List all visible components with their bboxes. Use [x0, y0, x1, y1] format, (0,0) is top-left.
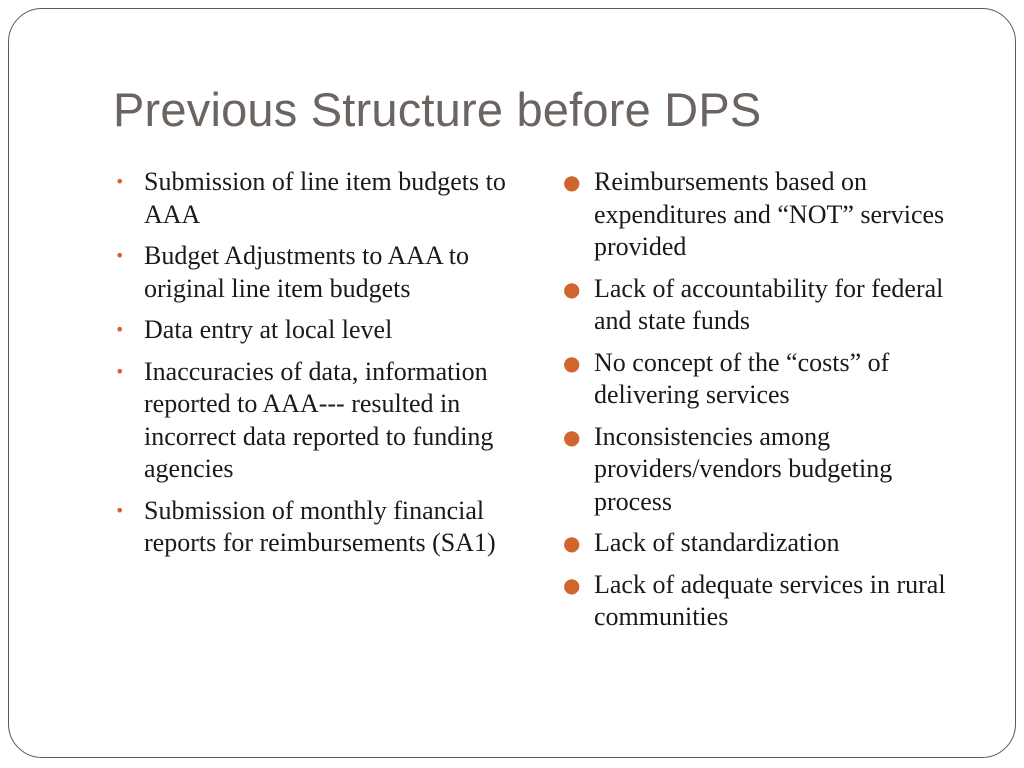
- list-item: [113, 314, 508, 347]
- list-item-text: Budget Adjustments to AAA to original line item budgets: [144, 241, 470, 303]
- bullet-icon: ●: [563, 572, 581, 597]
- list-item: [563, 569, 973, 634]
- bullet-icon: ●: [563, 424, 581, 449]
- bullet-icon: ●: [563, 531, 581, 555]
- list-item-text: Submission of monthly financial reports for reimbursements (SA1): [144, 495, 496, 557]
- list-item-text: Lack of adequate services in rural communities: [594, 569, 946, 631]
- slide-title: Previous Structure before DPS: [113, 83, 762, 136]
- left-bullet-list: [113, 166, 508, 569]
- list-item-text: No concept of the “costs” of delivering services: [594, 347, 890, 409]
- list-item: [563, 166, 973, 264]
- list-item: [563, 421, 973, 519]
- list-item-text: Inaccuracies of data, information reported to AAA--- resulted in incorrect data reported to funding agencies: [144, 356, 494, 483]
- list-item: [563, 273, 973, 338]
- bullet-icon: ●: [563, 350, 581, 375]
- bullet-icon: ●: [563, 170, 581, 194]
- list-item-text: Lack of standardization: [594, 528, 840, 557]
- list-item: [113, 240, 508, 305]
- list-item-text: Data entry at local level: [144, 315, 393, 344]
- bullet-icon: •: [115, 361, 125, 381]
- list-item: [113, 495, 508, 560]
- list-item-text: Lack of accountability for federal and state funds: [594, 273, 944, 335]
- bullet-icon: ●: [563, 276, 581, 301]
- list-item: [563, 527, 973, 560]
- bullet-icon: •: [115, 320, 125, 339]
- list-item-text: Submission of line item budgets to AAA: [144, 167, 506, 229]
- list-item-text: Inconsistencies among providers/vendors budgeting process: [594, 421, 893, 516]
- list-item-text: Reimbursements based on expenditures and “NOT” services provided: [594, 167, 945, 261]
- bullet-icon: •: [115, 172, 125, 191]
- list-item: [113, 356, 508, 486]
- list-item: [563, 347, 973, 412]
- bullet-icon: •: [115, 246, 125, 265]
- list-item: [113, 166, 508, 231]
- right-bullet-list: [563, 166, 973, 643]
- bullet-icon: •: [115, 500, 125, 520]
